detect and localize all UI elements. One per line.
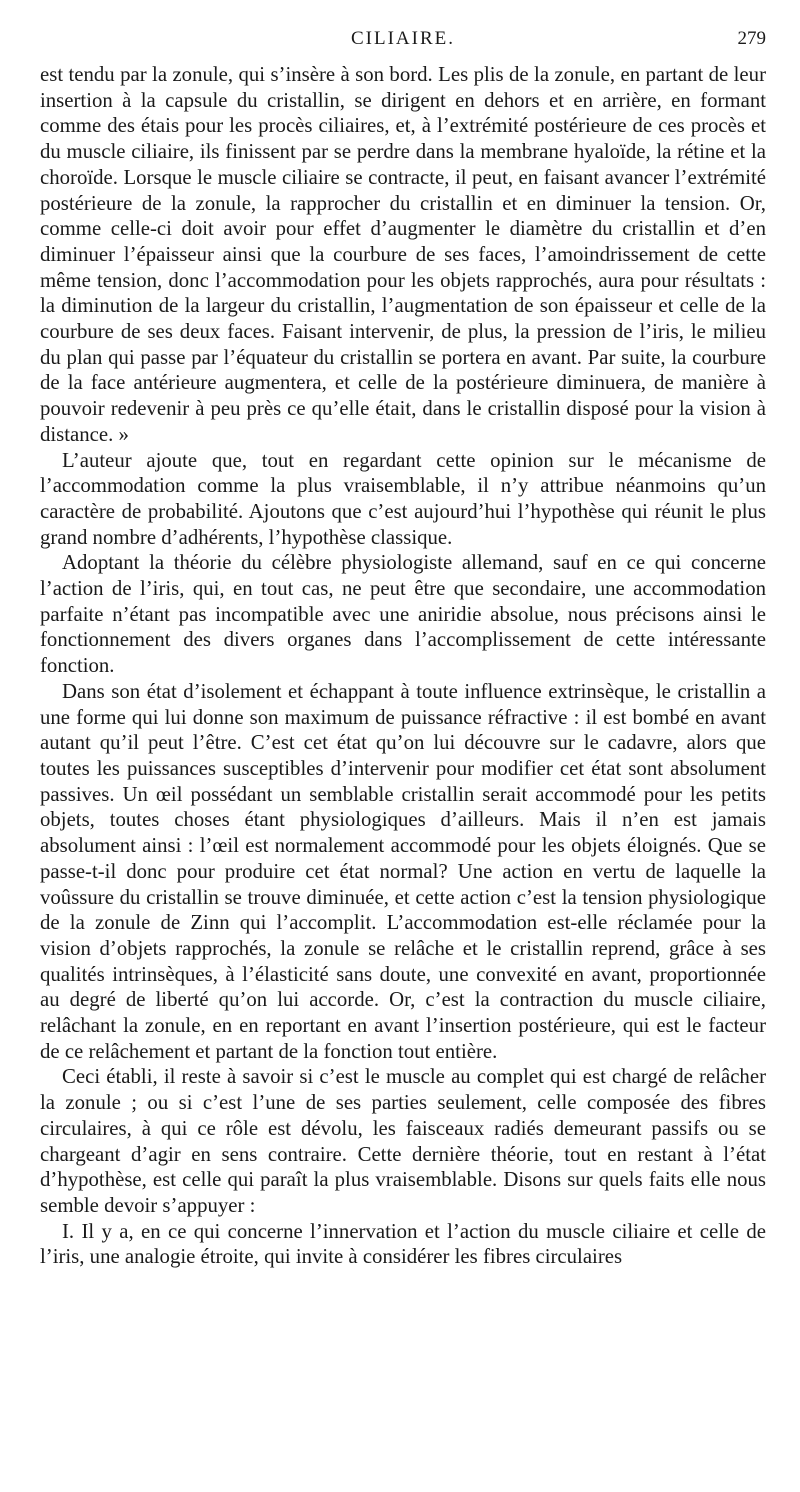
running-title: CILIAIRE. (350, 28, 455, 49)
book-page (40, 22, 766, 1270)
page-number: 279 (737, 28, 766, 49)
paragraph: I. Il y a, en ce qui concerne l’innervation et l’action du muscle ciliaire et celle de l’iris, une analogie étroite, qui invite à considérer les fibres circulaires (40, 1219, 766, 1269)
body-text (40, 62, 766, 1270)
paragraph: Ceci établi, il reste à savoir si c’est le muscle au complet qui est chargé de relâcher la zonule ; ou si c’est l’une de ses parties seulement, celle composée des fibres circulaires, à qui ce rôle est dévolu, les faisceaux radiés demeurant passifs ou se chargeant d’agir en sens contraire. Cette dernière théorie, tout en restant à l’état d’hypothèse, est celle qui paraît la plus vraisemblable. Disons sur quels faits elle nous semble devoir s’appuyer : (40, 1065, 766, 1217)
paragraph: Dans son état d’isolement et échappant à toute influence extrinsèque, le cristallin a une forme qui lui donne son maximum de puissance réfractive : il est bombé en avant autant qu’il peut l’être. C’est cet état qu’on lui découvre sur le cadavre, alors que toutes les puissances susceptibles d’intervenir pour modifier cet état sont absolument passives. Un œil possédant un semblable cristallin serait accommodé pour les petits objets, toutes choses étant physiologiques d’ailleurs. Mais il n’en est jamais absolument ainsi : l’œil est normalement accommodé pour les objets éloignés. Que se passe-t-il donc pour produire cet état normal? Une action en vertu de laquelle la voûssure du cristallin se trouve diminuée, et cette action c’est la tension physiologique de la zonule de Zinn qui l’accomplit. L’accommodation est-elle réclamée pour la vision d’objets rapprochés, la zonule se relâche et le cristallin reprend, grâce à ses qualités intrinsèques, à l’élasticité sans doute, une convexité en avant, proportionnée au degré de liberté qu’on lui accorde. Or, c’est la contraction du muscle ciliaire, relâchant la zonule, en en reportant en avant l’insertion postérieure, qui est le facteur de ce relâchement et partant de la fonction tout entière. (40, 679, 766, 1063)
paragraph: L’auteur ajoute que, tout en regardant cette opinion sur le mécanisme de l’accommodation comme la plus vraisemblable, il n’y attribue néanmoins qu’un caractère de probabilité. Ajoutons que c’est aujourd’hui l’hypothèse qui réunit le plus grand nombre d’adhérents, l’hypothèse classique. (40, 448, 766, 549)
paragraph: Adoptant la théorie du célèbre physiologiste allemand, sauf en ce qui concerne l’action de l’iris, qui, en tout cas, ne peut être que secondaire, une accommodation parfaite n’étant pas incompatible avec une aniridie absolue, nous précisons ainsi le fonctionnement des divers organes dans l’accomplissement de cette intéressante fonction. (40, 551, 766, 678)
running-head (40, 22, 766, 62)
paragraph: est tendu par la zonule, qui s’insère à son bord. Les plis de la zonule, en partant de leur insertion à la capsule du cristallin, se dirigent en dehors et en arrière, en formant comme des étais pour les procès ciliaires, et, à l’extrémité postérieure de ces procès et du muscle ciliaire, ils finissent par se perdre dans la membrane hyaloïde, la rétine et la choroïde. Lorsque le muscle ciliaire se contracte, il peut, en faisant avancer l’extrémité postérieure de la zonule, la rapprocher du cristallin et en diminuer la tension. Or, comme celle-ci doit avoir pour effet d’augmenter le diamètre du cristallin et d’en diminuer l’épaisseur ainsi que la courbure de ses faces, l’amoindrissement de cette même tension, donc l’accommodation pour les objets rapprochés, aura pour résultats : la diminution de la largeur du cristallin, l’augmentation de son épaisseur et celle de la courbure de ses deux faces. Faisant intervenir, de plus, la pression de l’iris, le milieu du plan qui passe par l’équateur du cristallin se portera en avant. Par suite, la courbure de la face antérieure augmentera, et celle de la postérieure diminuera, de manière à pouvoir redevenir à peu près ce qu’elle était, dans le cristallin disposé pour la vision à distance. » (40, 63, 766, 446)
